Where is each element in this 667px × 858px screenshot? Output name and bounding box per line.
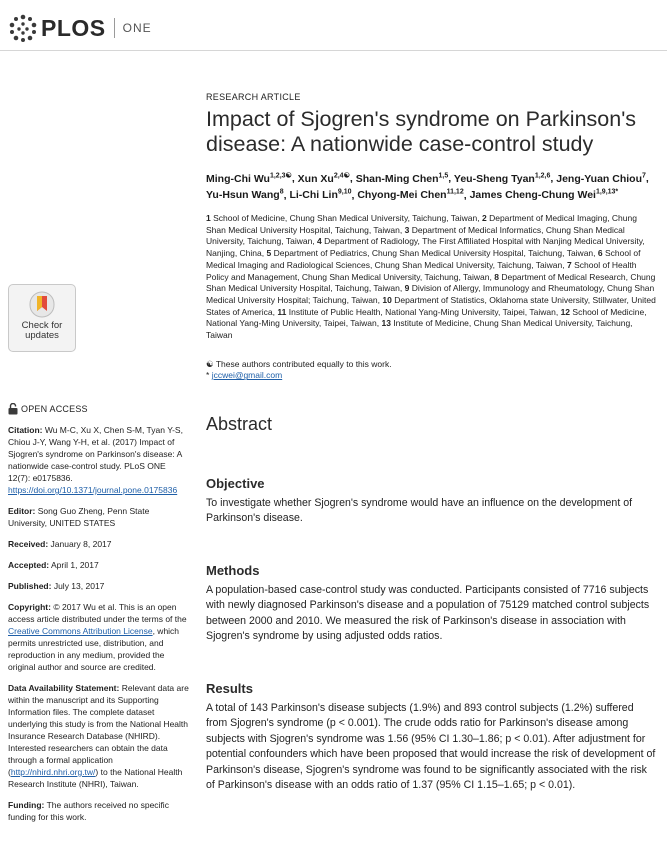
received-date: [8, 538, 190, 550]
received-label: Received:: [8, 539, 49, 549]
article-title: Impact of Sjogren's syndrome on Parkinson's disease: A nationwide case-control study: [206, 107, 637, 156]
author[interactable]: [298, 173, 350, 185]
affiliation-item: [206, 213, 480, 223]
methods-text: A population-based case-control study was conducted. Participants consisted of 7716 subjects with newly diagnosed Parkinson's disease and a population of 75129 matched control subjects between 2000 and 2010. We measured the risk of Parkinson's disease in association with Sjogren's syndrome by using adjusted odds ratios.: [206, 583, 650, 643]
copyright-label: Copyright:: [8, 602, 51, 612]
author[interactable]: [470, 189, 619, 201]
affiliation-text: Department of Medical Research, Chung Shan Medical University Hospital, Taichung, Taiwan,: [206, 271, 656, 294]
citation: [8, 424, 190, 496]
journal-name: ONE: [122, 21, 152, 35]
data-availability-text-after: ) to the National Health Research Institute (NHRI), Taiwan.: [8, 767, 183, 789]
corresponding-mark: *: [206, 370, 210, 381]
published-label: Published:: [8, 581, 52, 591]
copyright-text-after: , which permits unrestricted use, distribution, and reproduction in any medium, provided the original author and source are credited.: [8, 626, 180, 672]
affiliation-text: School of Medicine, Chung Shan Medical University, Taichung, Taiwan,: [213, 213, 480, 223]
funding-label: Funding:: [8, 800, 45, 810]
published-date: [8, 580, 190, 592]
published-text: July 13, 2017: [53, 581, 105, 591]
author-name: Yu-Hsun Wang: [206, 189, 280, 201]
affiliation-text: School of Health Policy and Management, Chung Shan Medical University, Taichung, Taiwan,: [206, 259, 637, 282]
author-affiliation-marks: 2,4☯: [333, 172, 350, 179]
affiliation-text: Institute of Medicine, Chung Shan Medical University, Taichung, Taiwan: [206, 318, 633, 341]
editor: [8, 505, 190, 529]
author-affiliation-marks: 8: [279, 188, 284, 196]
accepted-text: April 1, 2017: [51, 560, 99, 570]
results-text: A total of 143 Parkinson's disease subjects (1.9%) and 893 control subjects (1.2%) suffered from Sjogren's syndrome (p < 0.001). The crude odds ratio for Parkinson's disease among subjects with Sjogren's syndrome was 1.56 (95% CI 1.30–1.86; p < 0.01). After adjustment for potential confounders which have been proposed that would increase the risk of development of Parkinson's disease, Sjogren's syndrome was found to be significantly associated with the risk of Parkinson's disease with an odds ratio of 1.37 (95% CI 1.15–1.65; p < 0.01).: [206, 701, 656, 792]
affiliation-number: 7: [567, 259, 572, 270]
accepted-date: [8, 559, 190, 571]
author-name: Yeu-Sheng Tyan: [453, 172, 535, 185]
author[interactable]: [206, 189, 284, 201]
methods-heading: Methods: [206, 562, 260, 578]
author-affiliation-marks: 1,5: [438, 172, 449, 179]
affiliation-item: [267, 248, 596, 258]
affiliation-text: Division of Allergy, Immunology and Rheumatology, Chung Shan Medical University Hospital; Taichung, Taiwan,: [206, 283, 655, 305]
open-access-label: OPEN ACCESS: [21, 404, 88, 414]
author-affiliation-marks: 11,12: [446, 188, 464, 196]
affiliation-number: 5: [266, 248, 272, 259]
corresponding-author: [206, 370, 656, 382]
check-for-updates-button[interactable]: [8, 284, 76, 352]
affiliation-number: 10: [382, 294, 392, 305]
data-availability-label: Data Availability Statement:: [8, 683, 120, 693]
copyright-text: © 2017 Wu et al. This is an open access article distributed under the terms of the: [8, 602, 187, 624]
open-access-badge: [8, 403, 190, 415]
author-affiliation-marks: 1,2,3☯: [269, 172, 292, 179]
article-type: RESEARCH ARTICLE: [206, 92, 301, 102]
author-name: Li-Chi Lin: [289, 189, 338, 201]
author[interactable]: [289, 189, 351, 201]
license-link[interactable]: Creative Commons Attribution License: [8, 626, 153, 636]
data-availability-text: Relevant data are within the manuscript and its Supporting Information files. The complete dataset underlying this study is from the National Health Insurance Research Database (NHIRD). Interested researchers can obtain the data through a formal application (: [8, 683, 189, 777]
article-main: [206, 92, 656, 794]
author[interactable]: [206, 173, 292, 185]
nhird-link[interactable]: http://nhird.nhri.org.tw/: [10, 767, 96, 777]
affiliation-number: 4: [317, 236, 322, 247]
affiliation-number: 12: [560, 306, 571, 317]
check-for-updates-label: Check for updates: [21, 320, 63, 341]
citation-text: Wu M-C, Xu X, Chen S-M, Tyan Y-S, Chiou J-Y, Wang Y-H, et al. (2017) Impact of Sjogren's syndrome on Parkinson's disease: A nationwide case-control study. PLoS ONE 12(7): e0175836.: [8, 425, 183, 483]
affiliation-text: School of Medicine, National Yang-Ming University, Taipei, Taiwan,: [206, 306, 647, 329]
affiliation-text: School of Medical Imaging and Radiological Sciences, Chung Shan Medical University, Taichung, Taiwan,: [206, 248, 641, 270]
funding: [8, 799, 190, 823]
author[interactable]: [356, 173, 449, 185]
plos-one-logo[interactable]: [8, 10, 152, 46]
plos-dots-icon: [8, 13, 38, 43]
accepted-label: Accepted:: [8, 560, 50, 570]
author[interactable]: [454, 173, 550, 185]
affiliation-number: 8: [494, 271, 499, 282]
affiliation-number: 1: [206, 213, 211, 223]
affiliation-text: Department of Medical Imaging, Chung Shan Medical University Hospital, Taichung, Taiwan,: [206, 213, 637, 235]
affiliation-text: Department of Statistics, Oklahoma state University, Stillwater, United States of America,: [206, 294, 656, 317]
logo-wordmark: PLOS: [41, 14, 106, 41]
author-name: James Cheng-Chung Wei: [469, 189, 596, 201]
corresponding-email-link[interactable]: jccwei@gmail.com: [211, 370, 283, 381]
affiliation-number: 3: [404, 224, 410, 235]
bookmark-icon: [29, 291, 55, 319]
citation-label: Citation:: [8, 425, 43, 435]
affiliation-text: Institute of Public Health, National Yang-Ming University, Taipei, Taiwan,: [288, 306, 559, 317]
citation-doi-link[interactable]: https://doi.org/10.1371/journal.pone.0175836: [8, 485, 178, 495]
results-heading: Results: [206, 680, 253, 696]
objective-text: To investigate whether Sjogren's syndrome would have an influence on the development of Parkinson's disease.: [206, 496, 633, 525]
author-list: Ming-Chi $Wu^{1,2,3☯}$, Xun $Xu^{2,4☯}$, Shan-Ming Chen$^{1,5}$, Yeu-Sheng Tyan$^{1,2,6}$, Jeng-Yuan Chiou$^7$, Yu-Hsun Wang$^8$, Li-Chi Lin$^{9,10}$, Chyong-Mei Chen$^{11,12}$, James Cheng-Chung Wei$^{1,9,13*}$: [206, 172, 649, 201]
affiliation-number: 2: [481, 213, 487, 223]
author-name: Shan-Ming Chen: [355, 172, 439, 185]
author[interactable]: [556, 173, 646, 185]
article-metadata-sidebar: [8, 403, 190, 832]
open-lock-icon: [8, 403, 18, 415]
logo-divider: [114, 18, 115, 38]
author-affiliation-marks: 9,10: [337, 188, 352, 196]
received-text: January 8, 2017: [50, 539, 112, 549]
author-affiliation-marks: 1,2,6: [534, 172, 551, 179]
copyright: [8, 601, 190, 673]
abstract-heading: Abstract: [206, 413, 273, 434]
author-affiliation-marks: 1,9,13*: [595, 188, 619, 196]
author-name: Jeng-Yuan Chiou: [556, 172, 643, 185]
author[interactable]: [357, 189, 463, 201]
affiliation-text: Department of Radiology, The First Affiliated Hospital with Nanjing Medical University, Nanjing, China,: [206, 236, 645, 259]
author-name: Chyong-Mei Chen: [357, 189, 447, 201]
editor-text: Song Guo Zheng, Penn State University, UNITED STATES: [8, 506, 150, 528]
affiliation-list: [206, 213, 656, 342]
header-divider: [0, 50, 667, 51]
affiliation-number: 11: [277, 306, 287, 317]
affiliation-number: 6: [597, 248, 603, 259]
author-affiliation-marks: 7: [642, 172, 646, 179]
affiliation-number: 9: [404, 283, 410, 294]
author-notes: [206, 359, 656, 382]
author-name: Xun Xu: [297, 172, 334, 185]
funding-text: The authors received no specific funding for this work.: [8, 800, 169, 822]
editor-label: Editor:: [8, 506, 36, 516]
affiliation-item: [277, 307, 558, 317]
objective-heading: Objective: [206, 475, 265, 491]
author-name: Ming-Chi Wu: [206, 172, 270, 185]
affiliation-number: 13: [381, 318, 391, 329]
data-availability: [8, 682, 190, 790]
affiliation-text: Department of Medical Informatics, Chung Shan Medical University, Taichung, Taiwan,: [206, 224, 625, 247]
equal-contribution-note: ☯ These authors contributed equally to this work.: [206, 358, 392, 369]
affiliation-text: Department of Pediatrics, Chung Shan Medical University Hospital, Taichung, Taiwan,: [273, 248, 596, 259]
